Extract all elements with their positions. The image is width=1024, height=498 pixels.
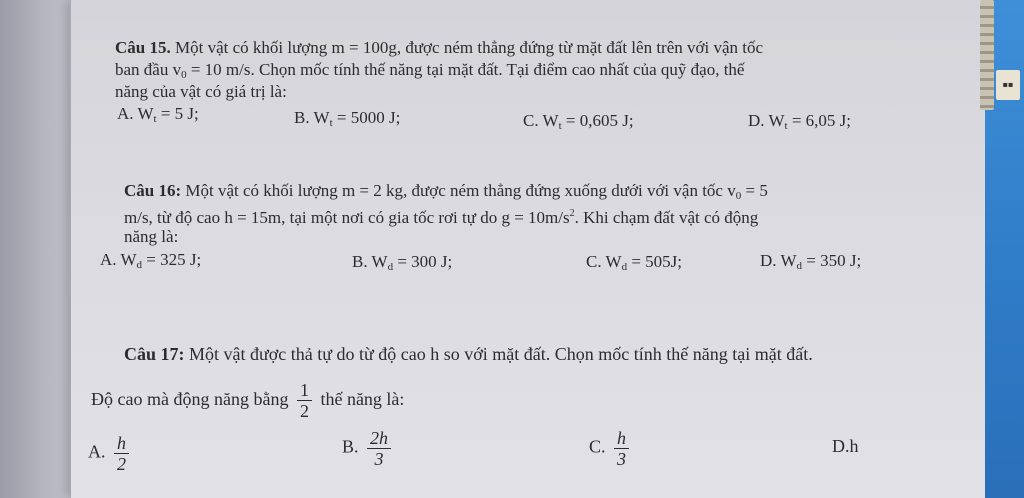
q16-option-c-var: W <box>605 252 622 271</box>
q17-text-2a: Độ cao mà động năng bằng <box>91 389 289 409</box>
q16-option-a-sub: d <box>136 259 143 271</box>
q15-option-a-sub: t <box>153 113 157 125</box>
q15-option-d-var: W <box>768 111 785 130</box>
q16-option-c-value: = 505J; <box>627 252 683 271</box>
q17-line-1 <box>124 344 813 364</box>
q15-title: Câu 15. <box>115 38 171 57</box>
q16-option-d <box>760 251 861 272</box>
q15-text-2b: = 10 m/s. Chọn mốc tính thế năng tại mặt đất. Tại điểm cao nhất của quỹ đạo, thế <box>186 60 745 79</box>
q16-title: Câu 16: <box>124 181 182 200</box>
q17-option-b-num: 2h <box>367 428 391 449</box>
q16-option-a-var: W <box>120 250 137 269</box>
q16-sub: 0 <box>735 190 742 202</box>
q17-fraction-num: 1 <box>297 380 312 401</box>
q15-option-c-sub: t <box>558 120 562 132</box>
q16-option-c <box>586 252 682 273</box>
q15-option-c-value: = 0,605 J; <box>561 111 634 130</box>
q16-option-b-value: = 300 J; <box>393 252 453 271</box>
q17-option-a-fraction <box>114 433 129 474</box>
q17-text-1: Một vật được thả tự do từ độ cao h so với mặt đất. Chọn mốc tính thế năng tại mặt đất. <box>184 344 813 364</box>
q17-text-2b: thế năng là: <box>320 389 405 409</box>
q17-option-b <box>342 428 395 469</box>
q16-option-a-value: = 325 J; <box>142 250 202 269</box>
q15-option-a-value: = 5 J; <box>156 104 199 123</box>
q17-option-b-fraction <box>367 428 391 469</box>
q16-option-c-sub: d <box>621 261 628 273</box>
q17-option-a <box>88 433 133 474</box>
q17-option-d: D.h <box>832 436 859 456</box>
q15-option-c-letter: C. <box>523 111 539 130</box>
q16-text-1b: = 5 <box>741 181 768 200</box>
q15-text-1: Một vật có khối lượng m = 100g, được ném thẳng đứng từ mặt đất lên trên với vận tốc <box>174 38 764 57</box>
q17-option-c-letter: C. <box>589 436 606 457</box>
q16-option-d-var: W <box>780 251 797 270</box>
q16-option-d-letter: D. <box>760 251 777 270</box>
q15-option-b-var: W <box>313 108 330 127</box>
q16-text-1a: Một vật có khối lượng m = 2 kg, được ném thẳng đứng xuống dưới với vận tốc v <box>181 181 736 200</box>
q16-option-b-letter: B. <box>352 252 368 271</box>
q15-option-c <box>523 111 634 132</box>
book-spine <box>980 0 994 110</box>
q15-option-b <box>294 108 400 129</box>
q16-option-a <box>100 250 201 271</box>
q15-option-d-letter: D. <box>748 111 765 130</box>
q17-option-c-num: h <box>614 428 629 449</box>
q15-option-b-letter: B. <box>294 108 310 127</box>
q15-sub: 0 <box>181 69 187 81</box>
q17-option-c <box>589 428 633 469</box>
q16-sup: 2 <box>569 208 575 219</box>
q16-option-b <box>352 252 452 273</box>
q15-option-c-var: W <box>542 111 559 130</box>
q17-option-b-letter: B. <box>342 436 359 457</box>
q17-option-b-den: 3 <box>374 449 384 469</box>
q15-line-3: năng của vật có giá trị là: <box>115 82 287 101</box>
q15-option-a-letter: A. <box>117 104 134 123</box>
q17-option-a-den: 2 <box>117 454 126 474</box>
q16-option-d-sub: d <box>796 260 803 272</box>
q16-text-2a: m/s, từ độ cao h = 15m, tại một nơi có gia tốc rơi tự do g = 10m/s <box>124 208 570 227</box>
q17-fraction-den: 2 <box>299 401 309 422</box>
q17-line-2 <box>91 379 404 421</box>
q17-option-c-fraction <box>614 428 629 469</box>
q15-option-d-sub: t <box>784 120 788 132</box>
q17-option-c-den: 3 <box>617 449 627 469</box>
q16-option-c-letter: C. <box>586 252 602 271</box>
q16-line-3: năng là: <box>124 227 179 246</box>
q15-line-1 <box>115 38 763 58</box>
q17-option-a-letter: A. <box>88 441 106 462</box>
q17-fraction <box>297 380 312 421</box>
q17-option-a-num: h <box>114 433 129 454</box>
q15-option-a <box>117 104 199 125</box>
q15-option-b-value: = 5000 J; <box>332 108 401 127</box>
q15-option-b-sub: t <box>329 117 333 129</box>
q15-text-2a: ban đầu v <box>115 60 182 79</box>
q15-option-a-var: W <box>137 104 154 123</box>
q16-option-d-value: = 350 J; <box>802 251 862 270</box>
q16-option-b-sub: d <box>387 261 394 273</box>
q16-line-2 <box>124 204 758 228</box>
spine-label: ▪▪ <box>996 70 1020 100</box>
q16-line-1 <box>124 181 768 206</box>
q15-option-d <box>748 111 851 132</box>
q16-option-a-letter: A. <box>100 250 117 269</box>
q15-option-d-value: = 6,05 J; <box>787 111 852 130</box>
q16-option-b-var: W <box>371 252 388 271</box>
q16-text-2b: . Khi chạm đất vật có động <box>574 208 759 227</box>
q17-title: Câu 17: <box>124 344 185 364</box>
